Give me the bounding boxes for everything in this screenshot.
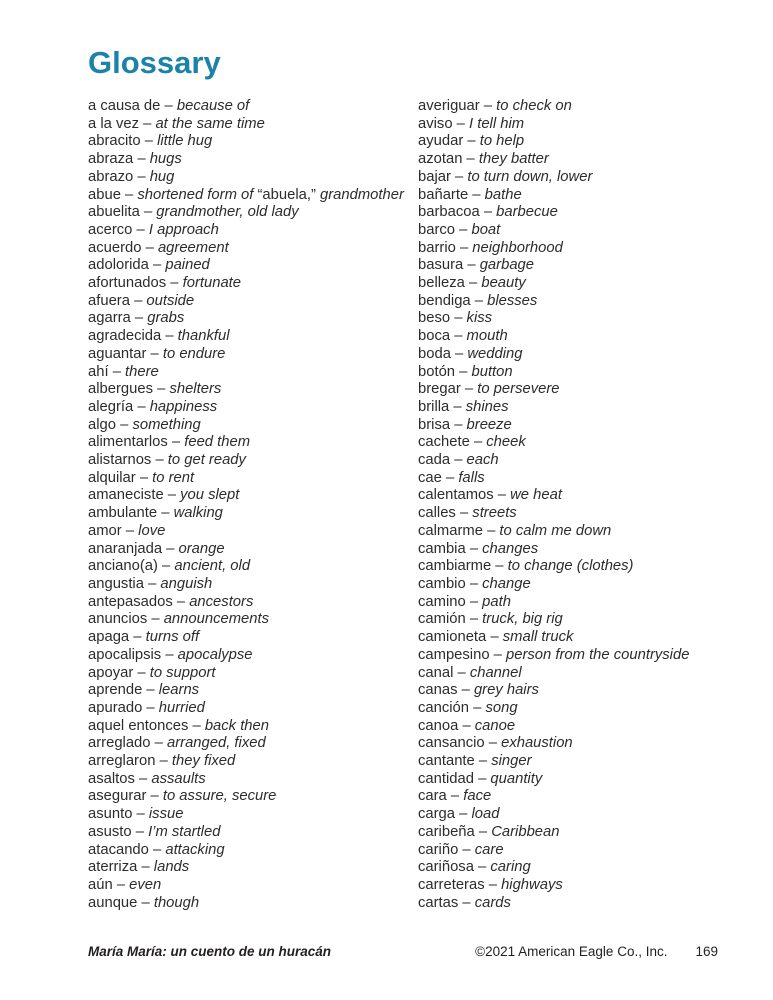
definition-text: Caribbean <box>491 823 560 840</box>
glossary-entry: ayudar – to help <box>418 133 525 150</box>
glossary-entry: boda – wedding <box>418 345 523 362</box>
term-text: camión <box>418 611 466 628</box>
definition-text: agreement <box>157 239 229 256</box>
term-text: algo <box>88 416 116 433</box>
definition-text: to calm me down <box>499 522 612 539</box>
term-text: bendiga <box>418 292 471 309</box>
term-text: cae <box>418 469 442 486</box>
definition-text: cheek <box>486 434 526 451</box>
definition-text: ancestors <box>189 593 254 610</box>
glossary-entry: bañarte – bathe <box>418 186 522 203</box>
term-text: aviso <box>418 115 453 132</box>
definition-text: cards <box>474 894 511 911</box>
term-text: alegría <box>88 398 134 415</box>
glossary-entry: cariñosa – caring <box>418 859 531 876</box>
definition-text: to persevere <box>477 381 560 398</box>
glossary-entry: barco – boat <box>418 221 501 238</box>
term-text: abue <box>88 186 121 203</box>
definition-text: care <box>474 841 504 858</box>
glossary-entry: a causa de – because of <box>88 98 250 114</box>
term-text: adolorida <box>88 257 149 274</box>
page-title: Glossary <box>88 45 221 80</box>
glossary-entry: caribeña – Caribbean <box>418 823 560 840</box>
definition-text: thankful <box>177 328 230 345</box>
term-text: acuerdo <box>88 239 142 256</box>
term-text: afuera <box>88 292 130 309</box>
term-text: arreglaron <box>88 753 156 770</box>
term-text: apaga <box>88 629 130 646</box>
term-text: cambio <box>418 575 466 592</box>
glossary-entry: adolorida – pained <box>88 257 210 274</box>
glossary-entry: abue – shortened form of “abuela,” grandmother <box>88 186 404 203</box>
glossary-entry: atacando – attacking <box>88 841 225 858</box>
term-text: cantidad <box>418 770 474 787</box>
definition-text: face <box>463 788 492 805</box>
glossary-entry: cambiarme – to change (clothes) <box>418 558 634 575</box>
definition-text: to turn down, lower <box>467 168 593 185</box>
glossary-entry: camioneta – small truck <box>418 629 574 646</box>
definition-text: to change (clothes) <box>507 558 634 575</box>
definition-text: shines <box>465 398 509 415</box>
term-text: canal <box>418 664 454 681</box>
definition-text: fortunate <box>182 275 242 292</box>
definition-text: boat <box>471 221 501 238</box>
definition-text: to rent <box>152 469 195 486</box>
definition-text: even <box>129 876 162 893</box>
definition-text: at the same time <box>155 115 265 132</box>
term-text: cartas <box>418 894 459 911</box>
term-text: asusto <box>88 823 132 840</box>
glossary-entry: alimentarlos – feed them <box>88 434 251 451</box>
definition-text: each <box>466 452 499 469</box>
term-text: cambiarme <box>418 558 492 575</box>
glossary-entry: boca – mouth <box>418 328 508 345</box>
definition-text: you slept <box>180 487 240 504</box>
term-text: brilla <box>418 398 450 415</box>
definition-text: pained <box>165 257 210 274</box>
glossary-entry: asegurar – to assure, secure <box>88 788 277 805</box>
glossary-entry: aviso – I tell him <box>418 115 525 132</box>
definition-text: canoe <box>474 717 516 734</box>
definition-text: streets <box>472 505 517 522</box>
glossary-entry: antepasados – ancestors <box>88 593 254 610</box>
term-text: abraza <box>88 151 134 168</box>
definition-text: we heat <box>510 487 562 504</box>
definition-text: assaults <box>151 770 206 787</box>
definition-text: I approach <box>148 221 219 238</box>
term-text: anaranjada <box>88 540 163 557</box>
term-text: amor <box>88 522 122 539</box>
footer-right-group <box>475 944 718 959</box>
term-text: arreglado <box>88 735 151 752</box>
definition-text: because of <box>176 98 250 114</box>
term-text: asaltos <box>88 770 135 787</box>
term-text: cansancio <box>418 735 485 752</box>
glossary-entry: agarra – grabs <box>88 310 185 327</box>
definition-text: outside <box>146 292 195 309</box>
definition-text: grey hairs <box>473 682 539 699</box>
glossary-entry: arreglado – arranged, fixed <box>88 735 266 752</box>
glossary-entry: aunque – though <box>88 894 200 911</box>
term-text: cambia <box>418 540 466 557</box>
footer-page-number: 169 <box>695 944 718 959</box>
definition-text: path <box>482 593 511 610</box>
glossary-entry: arreglaron – they fixed <box>88 753 236 770</box>
definition-text: something <box>132 416 201 433</box>
glossary-entry: abracito – little hug <box>88 133 213 150</box>
definition-text: quantity <box>490 770 543 787</box>
definition-text: blesses <box>487 292 538 309</box>
glossary-entry: brilla – shines <box>418 398 509 415</box>
definition-text: feed them <box>184 434 251 451</box>
definition-text: breeze <box>466 416 512 433</box>
glossary-entry: anuncios – announcements <box>88 611 269 628</box>
glossary-entry: cantante – singer <box>418 753 532 770</box>
definition-text: to help <box>479 133 525 150</box>
definition-text: walking <box>173 505 223 522</box>
term-text: alistarnos <box>88 452 152 469</box>
glossary-entry: aún – even <box>88 876 162 893</box>
glossary-entry: cada – each <box>418 452 499 469</box>
definition-text: happiness <box>149 398 218 415</box>
glossary-entry: campesino – person from the countryside <box>418 646 690 663</box>
term-text: boca <box>418 328 451 345</box>
term-text: barco <box>418 221 456 238</box>
glossary-entry: bajar – to turn down, lower <box>418 168 593 185</box>
glossary-columns <box>88 98 755 912</box>
glossary-entry: abrazo – hug <box>88 168 175 185</box>
glossary-entry: canción – song <box>418 699 518 716</box>
term-text: alimentarlos <box>88 434 168 451</box>
glossary-entry: brisa – breeze <box>418 416 512 433</box>
definition-text: hug <box>149 168 175 185</box>
glossary-entry: bregar – to persevere <box>418 381 560 398</box>
glossary-entry: canal – channel <box>418 664 522 681</box>
definition-text: hugs <box>149 151 182 168</box>
glossary-entry: afuera – outside <box>88 292 195 309</box>
term-text: antepasados <box>88 593 173 610</box>
term-text: barbacoa <box>418 204 480 221</box>
glossary-entry: basura – garbage <box>418 257 535 274</box>
glossary-entry: aquel entonces – back then <box>88 717 269 734</box>
term-text: carreteras <box>418 876 485 893</box>
glossary-entry: cae – falls <box>418 469 485 486</box>
page-footer <box>88 944 718 959</box>
definition-text: change <box>482 575 531 592</box>
term-text: abuelita <box>88 204 140 221</box>
term-text: amaneciste <box>88 487 164 504</box>
term-text: botón <box>418 363 456 380</box>
term-text: ahí <box>88 363 109 380</box>
definition-text: exhaustion <box>501 735 573 752</box>
definition-text: ancient, old <box>174 558 251 575</box>
definition-text: mouth <box>466 328 508 345</box>
term-text: apurado <box>88 699 143 716</box>
glossary-entry: amaneciste – you slept <box>88 487 240 504</box>
term-text: canción <box>418 699 470 716</box>
definition-text: attacking <box>165 841 225 858</box>
definition-text: lands <box>153 859 190 876</box>
definition-text: song <box>485 699 518 716</box>
term-text: cachete <box>418 434 470 451</box>
term-text: abracito <box>88 133 141 150</box>
glossary-entry: carga – load <box>418 806 500 823</box>
definition-text: falls <box>458 469 485 486</box>
term-text: agarra <box>88 310 131 327</box>
term-text: aquel entonces <box>88 717 189 734</box>
glossary-entry: carreteras – highways <box>418 876 563 893</box>
definition-text: wedding <box>467 345 523 362</box>
definition-text: to get ready <box>167 452 246 469</box>
glossary-entry: ahí – there <box>88 363 159 380</box>
glossary-entry: cantidad – quantity <box>418 770 543 787</box>
term-text: alquilar <box>88 469 136 486</box>
definition-text: garbage <box>479 257 535 274</box>
definition-text: kiss <box>466 310 493 327</box>
definition-text: caring <box>490 859 531 876</box>
definition-text: announcements <box>163 611 269 628</box>
term-text: carga <box>418 806 456 823</box>
glossary-column-left <box>88 98 418 912</box>
term-text: ayudar <box>418 133 464 150</box>
term-text: calentamos <box>418 487 494 504</box>
glossary-entry: alegría – happiness <box>88 398 218 415</box>
term-text: abrazo <box>88 168 134 185</box>
glossary-entry: asusto – I’m startled <box>88 823 221 840</box>
footer-copyright: ©2021 American Eagle Co., Inc. <box>475 944 668 959</box>
term-text: aprende <box>88 682 143 699</box>
glossary-entry: camino – path <box>418 593 511 610</box>
glossary-entry: calmarme – to calm me down <box>418 522 612 539</box>
definition-text: apocalypse <box>177 646 253 663</box>
definition-text: small truck <box>502 629 574 646</box>
glossary-entry: alquilar – to rent <box>88 469 195 486</box>
term-text: basura <box>418 257 464 274</box>
glossary-entry: cambia – changes <box>418 540 539 557</box>
term-text: asunto <box>88 806 133 823</box>
definition-text: neighborhood <box>472 239 563 256</box>
term-text: boda <box>418 345 451 362</box>
glossary-entry: cartas – cards <box>418 894 511 911</box>
glossary-entry: albergues – shelters <box>88 381 222 398</box>
glossary-entry: beso – kiss <box>418 310 493 327</box>
definition-text: grandmother, old lady <box>156 204 299 221</box>
glossary-entry: calles – streets <box>418 505 517 522</box>
definition-text: there <box>125 363 159 380</box>
term-text: bajar <box>418 168 451 185</box>
glossary-entry: canoa – canoe <box>418 717 516 734</box>
glossary-entry: cara – face <box>418 788 492 805</box>
term-text: canas <box>418 682 458 699</box>
glossary-entry: acuerdo – agreement <box>88 239 229 256</box>
definition-text: beauty <box>481 275 526 292</box>
term-text: averiguar <box>418 98 480 114</box>
term-text: cara <box>418 788 447 805</box>
glossary-entry: acerco – I approach <box>88 221 219 238</box>
term-text: beso <box>418 310 451 327</box>
definition-text: changes <box>482 540 539 557</box>
term-text: bañarte <box>418 186 469 203</box>
glossary-entry: canas – grey hairs <box>418 682 539 699</box>
glossary-entry: ambulante – walking <box>88 505 223 522</box>
term-text: apoyar <box>88 664 134 681</box>
glossary-column-right <box>418 98 755 912</box>
glossary-entry: angustia – anguish <box>88 575 213 592</box>
definition-text: to assure, secure <box>162 788 277 805</box>
glossary-entry: aguantar – to endure <box>88 345 226 362</box>
term-text: aún <box>88 876 113 893</box>
glossary-entry: apocalipsis – apocalypse <box>88 646 253 663</box>
term-text: cantante <box>418 753 475 770</box>
definition-text: anguish <box>160 575 213 592</box>
term-text: canoa <box>418 717 459 734</box>
term-text: angustia <box>88 575 144 592</box>
glossary-entry: anciano(a) – ancient, old <box>88 558 251 575</box>
term-text: agradecida <box>88 328 162 345</box>
term-text: asegurar <box>88 788 147 805</box>
definition-text: grabs <box>147 310 185 327</box>
definition-text: issue <box>148 806 184 823</box>
term-text: camioneta <box>418 629 487 646</box>
glossary-entry: apoyar – to support <box>88 664 216 681</box>
term-text: a la vez <box>88 115 139 132</box>
term-text: aterriza <box>88 859 138 876</box>
glossary-entry: apurado – hurried <box>88 699 205 716</box>
term-text: atacando <box>88 841 149 858</box>
definition-text: they batter <box>478 151 549 168</box>
definition-text: back then <box>204 717 269 734</box>
definition-text: highways <box>501 876 563 893</box>
term-text: caribeña <box>418 823 475 840</box>
definition-text: shortened form of “abuela,” grandmother <box>137 186 404 203</box>
glossary-entry: barrio – neighborhood <box>418 239 563 256</box>
glossary-entry: azotan – they batter <box>418 151 549 168</box>
definition-text: to check on <box>496 98 572 114</box>
glossary-entry: cariño – care <box>418 841 504 858</box>
term-text: brisa <box>418 416 451 433</box>
term-text: anuncios <box>88 611 148 628</box>
definition-text: love <box>138 522 166 539</box>
glossary-entry: camión – truck, big rig <box>418 611 563 628</box>
glossary-entry: algo – something <box>88 416 201 433</box>
term-text: aguantar <box>88 345 147 362</box>
term-text: albergues <box>88 381 153 398</box>
footer-book-title: María María: un cuento de un huracán <box>88 944 332 959</box>
term-text: acerco <box>88 221 133 238</box>
glossary-entry: abraza – hugs <box>88 151 182 168</box>
term-text: bregar <box>418 381 461 398</box>
glossary-entry: asaltos – assaults <box>88 770 206 787</box>
term-text: barrio <box>418 239 456 256</box>
definition-text: orange <box>178 540 225 557</box>
term-text: aunque <box>88 894 138 911</box>
glossary-entry: aterriza – lands <box>88 859 190 876</box>
definition-text: load <box>471 806 500 823</box>
glossary-entry: belleza – beauty <box>418 275 526 292</box>
term-text: calles <box>418 505 456 522</box>
glossary-entry: apaga – turns off <box>88 629 200 646</box>
term-text: calmarme <box>418 522 483 539</box>
term-text: anciano(a) <box>88 558 158 575</box>
glossary-entry: calentamos – we heat <box>418 487 562 504</box>
term-text: cariño <box>418 841 459 858</box>
glossary-entry: agradecida – thankful <box>88 328 230 345</box>
definition-text: I’m startled <box>148 823 221 840</box>
glossary-entry: anaranjada – orange <box>88 540 225 557</box>
definition-text: though <box>153 894 200 911</box>
term-text: campesino <box>418 646 490 663</box>
term-text: azotan <box>418 151 463 168</box>
definition-text: I tell him <box>469 115 525 132</box>
glossary-entry: botón – button <box>418 363 513 380</box>
definition-text: turns off <box>145 629 200 646</box>
glossary-entry: bendiga – blesses <box>418 292 538 309</box>
glossary-entry: cachete – cheek <box>418 434 526 451</box>
definition-text: they fixed <box>171 753 236 770</box>
glossary-entry: cansancio – exhaustion <box>418 735 573 752</box>
definition-text: arranged, fixed <box>166 735 266 752</box>
definition-text: shelters <box>169 381 222 398</box>
term-text: camino <box>418 593 466 610</box>
glossary-entry: barbacoa – barbecue <box>418 204 558 221</box>
definition-text: truck, big rig <box>482 611 563 628</box>
definition-text: to support <box>149 664 216 681</box>
glossary-entry: cambio – change <box>418 575 531 592</box>
term-text: afortunados <box>88 275 167 292</box>
definition-text: barbecue <box>496 204 558 221</box>
glossary-entry: asunto – issue <box>88 806 184 823</box>
glossary-entry: alistarnos – to get ready <box>88 452 246 469</box>
term-text: apocalipsis <box>88 646 162 663</box>
glossary-entry: aprende – learns <box>88 682 200 699</box>
term-text: a causa de <box>88 98 161 114</box>
term-text: belleza <box>418 275 465 292</box>
glossary-entry: a la vez – at the same time <box>88 115 265 132</box>
definition-text: button <box>471 363 513 380</box>
glossary-entry: afortunados – fortunate <box>88 275 242 292</box>
term-text: cada <box>418 452 451 469</box>
glossary-entry: abuelita – grandmother, old lady <box>88 204 299 221</box>
definition-text: learns <box>158 682 200 699</box>
glossary-entry: averiguar – to check on <box>418 98 572 114</box>
definition-text: channel <box>469 664 522 681</box>
term-text: ambulante <box>88 505 158 522</box>
definition-text: to endure <box>162 345 226 362</box>
definition-text: little hug <box>157 133 213 150</box>
definition-text: hurried <box>158 699 205 716</box>
definition-text: person from the countryside <box>506 646 690 663</box>
definition-text: singer <box>491 753 532 770</box>
glossary-entry: amor – love <box>88 522 166 539</box>
definition-text: bathe <box>484 186 522 203</box>
term-text: cariñosa <box>418 859 474 876</box>
